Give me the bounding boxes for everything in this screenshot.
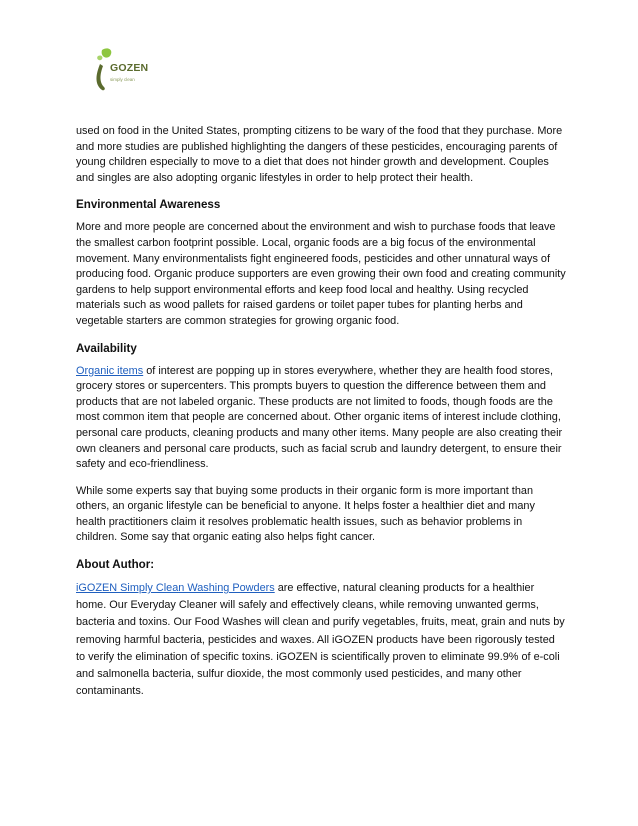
document-body (76, 124, 566, 711)
logo-tagline: simply clean (110, 77, 135, 82)
availability-paragraph-2: While some experts say that buying some products in their organic form is more important than others, an organic lifestyle can be beneficial to anyone. It helps foster a healthier diet and many health practitioners claim it resolves problematic health issues, such as behavior problems in children. Some say that organic eating also helps fight cancer. (76, 484, 535, 544)
logo-brand-text: GOZEN (110, 62, 149, 74)
availability-paragraph-1 (76, 364, 566, 473)
availability-heading: Availability (76, 341, 137, 355)
about-author-section (76, 557, 566, 700)
igozen-logo (86, 44, 156, 102)
igozen-washing-powders-link[interactable]: iGOZEN Simply Clean Washing Powders (76, 582, 275, 595)
environment-paragraph: More and more people are concerned about the environment and wish to purchase foods that leave the smallest carbon footprint possible. Local, organic foods are a big focus of the environmental movement. Many environmentalists fight engineered foods, pesticides and other unnatural ways of producing food. Organic produce supporters are even growing their own food and creating community gardens to help support environmental efforts and keep food local and healthy. Using recycled materials such as wood pallets for raised gardens or toilet paper tubes for planting herbs and vegetable starters are common strategies for growing organic food. (76, 221, 566, 327)
about-author-text: are effective, natural cleaning products for a healthier home. Our Everyday Cleaner will safely and effectively cleans, while removing unwanted germs, bacteria and toxins. Our Food Washes will clean and purify vegetables, fruits, meat, grain and nuts by removing harmful bacteria, pesticides and waxes. All iGOZEN products have been rigorously tested to verify the elimination of specific toxins. iGOZEN is scientifically proven to eliminate 99.9% of e-coli and salmonella bacteria, sulfur dioxide, the most commonly used pesticides, and many other contaminants. (76, 582, 565, 698)
environment-heading: Environmental Awareness (76, 198, 221, 212)
intro-paragraph: used on food in the United States, prompting citizens to be wary of the food that they purchase. More and more studies are published highlighting the dangers of these pesticides, encouraging parents of young children especially to move to a diet that does not hinder growth and development. Couples and singles are also adopting organic lifestyles in order to help protect their health. (76, 125, 563, 184)
about-author-paragraph (76, 580, 566, 700)
organic-items-link[interactable]: Organic items (76, 364, 144, 377)
availability-paragraph-1-text: of interest are popping up in stores everywhere, whether they are health food stores, grocery stores or supercenters. This prompts buyers to question the difference between them and products that are not labeled organic. These products are not limited to foods, though foods are the most common item that people are concerned about. Other organic items of interest include clothing, personal care products, cleaning products and many other items. Many people are also creating their own cleaners and personal care products, such as facial scrub and laundry detergent, to ensure their safety and eco-friendliness. (76, 364, 563, 471)
about-author-heading: About Author: (76, 558, 155, 572)
